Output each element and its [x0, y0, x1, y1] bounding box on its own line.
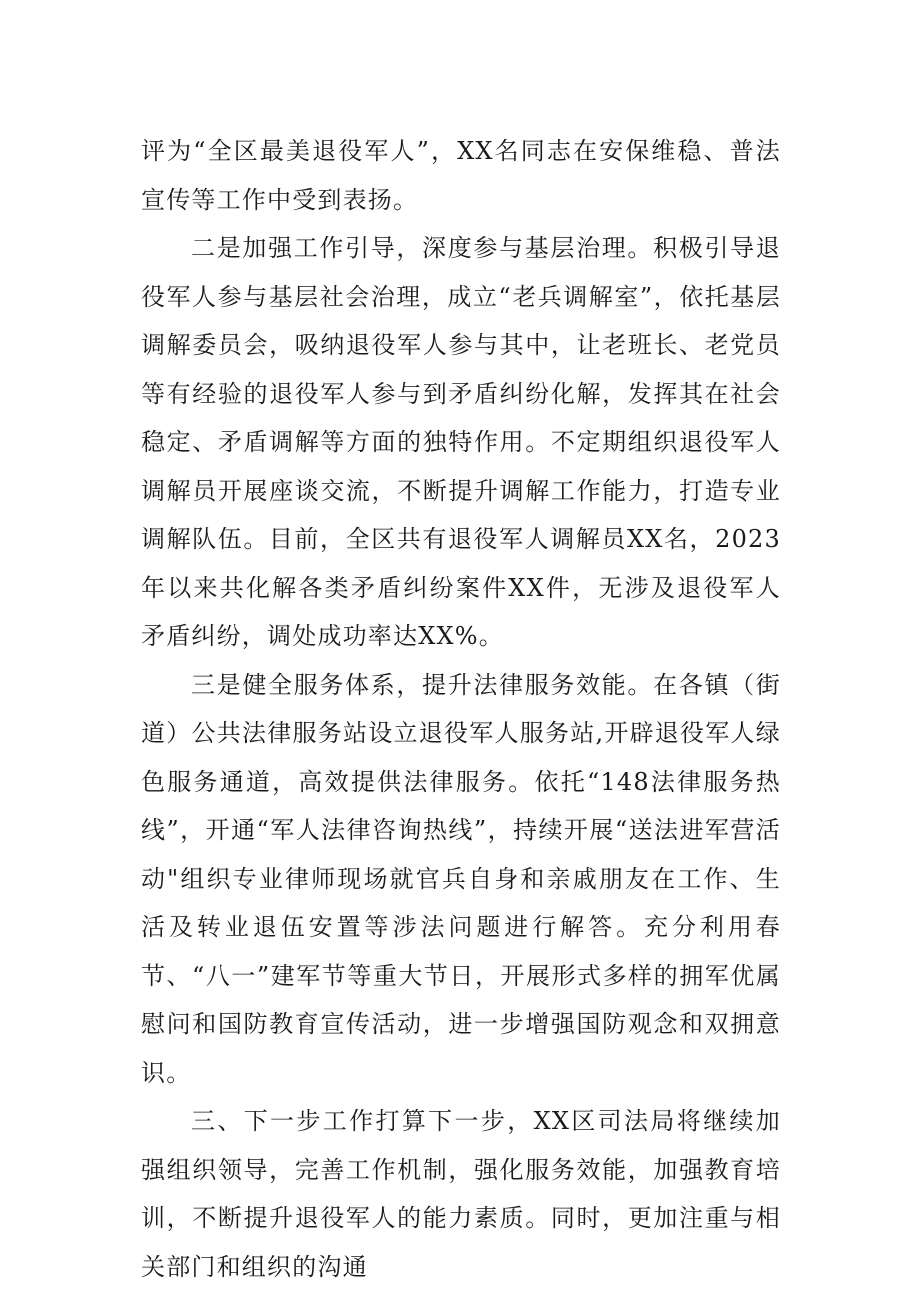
document-body [141, 127, 781, 1291]
paragraph-4: 三、下一步工作打算下一步，XX区司法局将继续加强组织领导，完善工作机制，强化服务效能，加强教育培训，不断提升退役军人的能力素质。同时，更加注重与相关部门和组织的沟通 [141, 1107, 781, 1281]
paragraph-1: 评为“全区最美退役军人”，XX名同志在安保维稳、普法宣传等工作中受到表扬。 [141, 137, 781, 214]
paragraph-2: 二是加强工作引导，深度参与基层治理。积极引导退役军人参与基层社会治理，成立“老兵调解室”，依托基层调解委员会，吸纳退役军人参与其中，让老班长、老党员等有经验的退役军人参与到矛盾纠纷化解，发挥其在社会稳定、矛盾调解等方面的独特作用。不定期组织退役军人调解员开展座谈交流，不断提升调解工作能力，打造专业调解队伍。目前，全区共有退役军人调解员XX名，2023年以来共化解各类矛盾纠纷案件XX件，无涉及退役军人矛盾纠纷，调处成功率达XX%。 [141, 234, 781, 650]
paragraph-3: 三是健全服务体系，提升法律服务效能。在各镇（街道）公共法律服务站设立退役军人服务站,开辟退役军人绿色服务通道，高效提供法律服务。依托“148法律服务热线”，开通“军人法律咨询热线”，持续开展“送法进军营活动"组织专业律师现场就官兵自身和亲戚朋友在工作、生活及转业退伍安置等涉法问题进行解答。充分利用春节、“八一”建军节等重大节日，开展形式多样的拥军优属慰问和国防教育宣传活动，进一步增强国防观念和双拥意识。 [141, 670, 781, 1087]
